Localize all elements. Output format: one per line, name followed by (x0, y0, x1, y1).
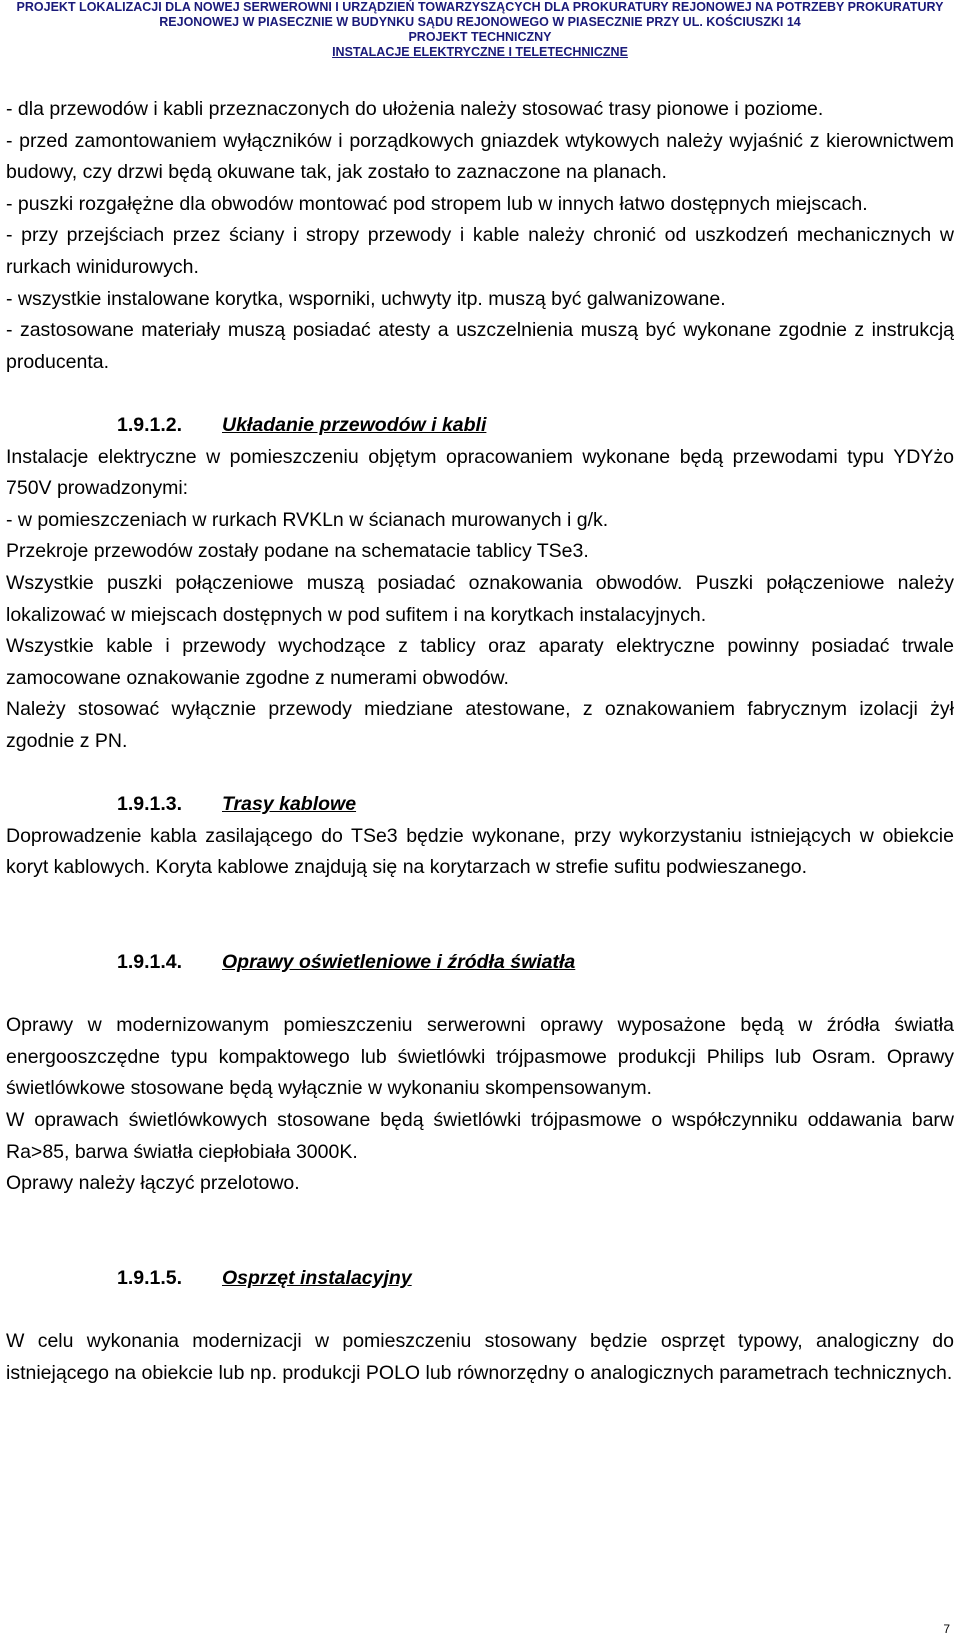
paragraph: Oprawy w modernizowanym pomieszczeniu serwerowni oprawy wyposażone będą w źródła światła energooszczędne typu kompaktowego lub świetlówki trójpasmowe produkcji Philips lub Osram. Oprawy świetlówkowe stosowane będą wyłącznie w wykonaniu skompensowanym. (6, 1014, 954, 1100)
section-heading (6, 410, 954, 442)
paragraph: W oprawach świetlówkowych stosowane będą świetlówki trójpasmowe o współczynniku oddawania barw Ra>85, barwa światła ciepłobiała 3000K. (6, 1109, 954, 1163)
section-title: Trasy kablowe (222, 793, 357, 816)
paragraph: Wszystkie puszki połączeniowe muszą posiadać oznakowania obwodów. Puszki połączeniowe należy lokalizować w miejscach dostępnych w pod sufitem i na korytkach instalacyjnych. (6, 571, 954, 626)
bullet-paragraph: - wszystkie instalowane korytka, wsporniki, uchwyty itp. muszą być galwanizowane. (6, 287, 726, 310)
spacer (6, 1200, 954, 1232)
header-line-4: INSTALACJE ELEKTRYCZNE I TELETECHNICZNE (332, 45, 628, 59)
section-title: Osprzęt instalacyjny (222, 1266, 412, 1289)
section-heading (6, 1263, 954, 1295)
spacer (6, 915, 954, 947)
paragraph: - w pomieszczeniach w rurkach RVKLn w ścianach murowanych i g/k. (6, 508, 609, 531)
bullet-paragraph: - puszki rozgałężne dla obwodów montować pod stropem lub w innych łatwo dostępnych miejscach. (6, 192, 868, 215)
header-line-2: REJONOWEJ W PIASECZNIE W BUDYNKU SĄDU REJONOWEGO W PIASECZNIE PRZY UL. KOŚCIUSZKI 14 (159, 15, 801, 29)
page-number: 7 (943, 1622, 950, 1636)
bullet-paragraph: - przed zamontowaniem wyłączników i porządkowych gniazdek wtykowych należy wyjaśnić z kierownictwem budowy, czy drzwi będą okuwane tak, jak zostało to zaznaczone na planach. (6, 129, 954, 184)
section-number: 1.9.1.4. (117, 951, 183, 974)
paragraph: Oprawy należy łączyć przelotowo. (6, 1172, 300, 1195)
section-number: 1.9.1.3. (117, 793, 183, 816)
section-title: Układanie przewodów i kabli (222, 413, 487, 436)
bullet-paragraph: - przy przejściach przez ściany i stropy przewody i kable należy chronić od uszkodzeń mechanicznych w rurkach winidurowych. (6, 224, 954, 278)
section-heading (6, 947, 954, 979)
spacer (6, 979, 954, 1011)
paragraph: Instalacje elektryczne w pomieszczeniu objętym opracowaniem wykonane będą przewodami typu YDYżo 750V prowadzonymi: (6, 445, 954, 500)
spacer (6, 1295, 954, 1327)
spacer (6, 1231, 954, 1263)
header-line-1: PROJEKT LOKALIZACJI DLA NOWEJ SERWEROWNI I URZĄDZIEŃ TOWARZYSZĄCYCH DLA PROKURATURY REJONOWEJ NA POTRZEBY PROKURATURY (16, 0, 944, 14)
bullet-paragraph: - dla przewodów i kabli przeznaczonych do ułożenia należy stosować trasy pionowe i poziome. (6, 98, 824, 120)
section-number: 1.9.1.5. (117, 1266, 183, 1289)
spacer (6, 757, 954, 789)
paragraph: Należy stosować wyłącznie przewody miedziane atestowane, z oznakowaniem fabrycznym izolacji żył zgodnie z PN. (6, 698, 954, 752)
paragraph: Wszystkie kable i przewody wychodzące z tablicy oraz aparaty elektryczne powinny posiadać trwale zamocowane oznakowanie zgodne z numerami obwodów. (6, 635, 954, 689)
section-number: 1.9.1.2. (117, 413, 183, 436)
page-header (0, 0, 960, 60)
header-line-3: PROJEKT TECHNICZNY (408, 30, 552, 44)
paragraph: W celu wykonania modernizacji w pomieszczeniu stosowany będzie osprzęt typowy, analogiczny do istniejącego na obiekcie lub np. produkcji POLO lub równorzędny o analogicznych parametrach technicznych. (6, 1330, 954, 1384)
spacer (6, 378, 954, 410)
section-heading (6, 789, 954, 821)
document-body (6, 94, 954, 1389)
spacer (6, 884, 954, 916)
bullet-paragraph: - zastosowane materiały muszą posiadać atesty a uszczelnienia muszą być wykonane zgodnie z instrukcją producenta. (6, 319, 954, 373)
section-title: Oprawy oświetleniowe i źródła światła (222, 951, 576, 974)
paragraph: Przekroje przewodów zostały podane na schematacie tablicy TSe3. (6, 540, 589, 563)
paragraph: Doprowadzenie kabla zasilającego do TSe3 będzie wykonane, przy wykorzystaniu istniejących w obiekcie koryt kablowych. Koryta kablowe znajdują się na korytarzach w strefie sufitu podwieszanego. (6, 824, 954, 879)
